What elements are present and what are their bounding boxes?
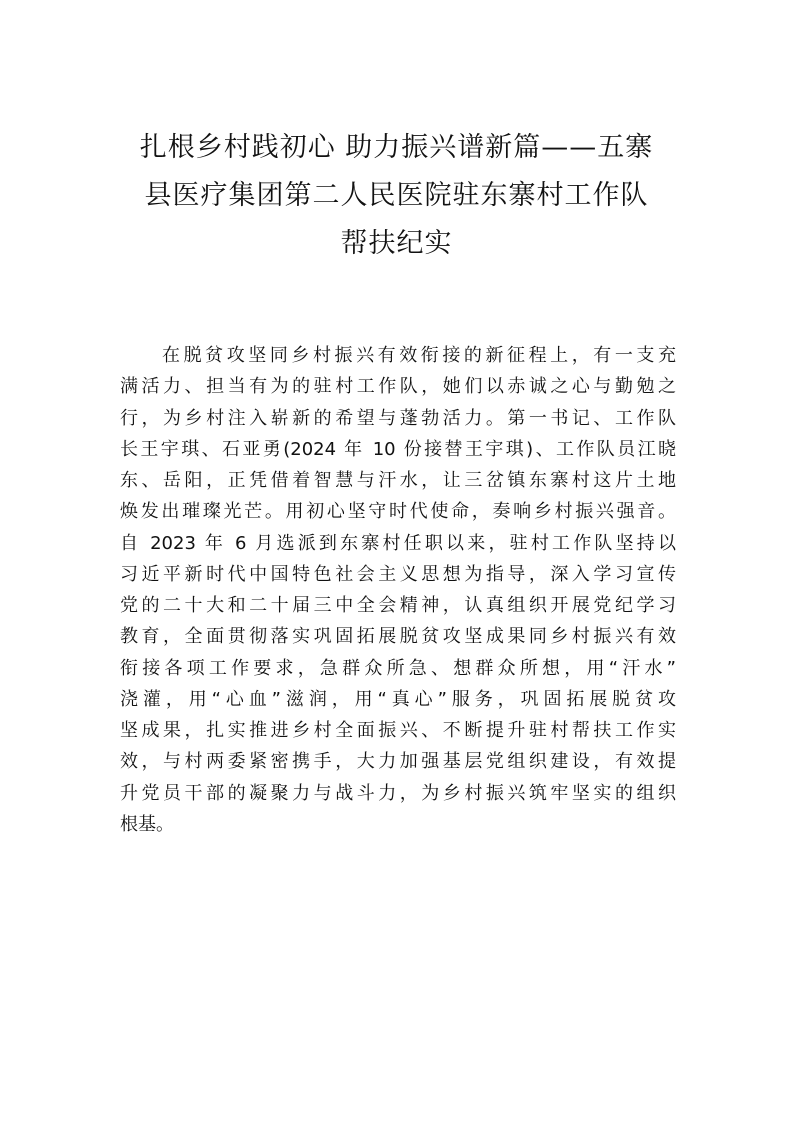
paragraph-line: 浇灌，用“心血”滋润，用“真心”服务，巩固拓展脱贫攻: [120, 688, 676, 710]
paragraph-line: 满活力、担当有为的驻村工作队，她们以赤诚之心与勤勉之: [120, 376, 676, 398]
paragraph-line: 坚成果，扎实推进乡村全面振兴、不断提升驻村帮扶工作实: [120, 720, 676, 742]
paragraph-line: 效，与村两委紧密携手，大力加强基层党组织建设，有效提: [120, 751, 676, 773]
paragraph-line: 焕发出璀璨光芒。用初心坚守时代使命，奏响乡村振兴强音。: [120, 501, 676, 523]
paragraph-line: 教育，全面贯彻落实巩固拓展脱贫攻坚成果同乡村振兴有效: [120, 626, 676, 648]
paragraph-line: 根基。: [120, 813, 174, 835]
paragraph-line: 衔接各项工作要求，急群众所急、想群众所想，用“汗水”: [120, 657, 676, 679]
title-line: 帮扶纪实: [340, 228, 453, 259]
paragraph-line: 行，为乡村注入崭新的希望与蓬勃活力。第一书记、工作队: [120, 407, 676, 429]
paragraph-line: 党的二十大和二十届三中全会精神，认真组织开展党纪学习: [120, 595, 676, 617]
body-paragraph: [120, 340, 676, 840]
paragraph-line: 东、岳阳，正凭借着智慧与汗水，让三岔镇东寨村这片土地: [120, 470, 676, 492]
paragraph-line: 在脱贫攻坚同乡村振兴有效衔接的新征程上，有一支充: [162, 345, 676, 366]
title-line: 县医疗集团第二人民医院驻东寨村工作队: [144, 180, 649, 211]
paragraph-line: 升党员干部的凝聚力与战斗力，为乡村振兴筑牢坚实的组织: [120, 782, 676, 804]
paragraph-line: 自 2023 年 6 月选派到东寨村任职以来，驻村工作队坚持以: [120, 532, 676, 554]
document-title: [118, 124, 675, 268]
paragraph-line: 习近平新时代中国特色社会主义思想为指导，深入学习宣传: [120, 563, 676, 585]
title-line: 扎根乡村践初心 助力振兴谱新篇——五寨: [139, 132, 654, 163]
paragraph-line: 长王宇琪、石亚勇(2024 年 10 份接替王宇琪)、工作队员江晓: [120, 438, 676, 460]
